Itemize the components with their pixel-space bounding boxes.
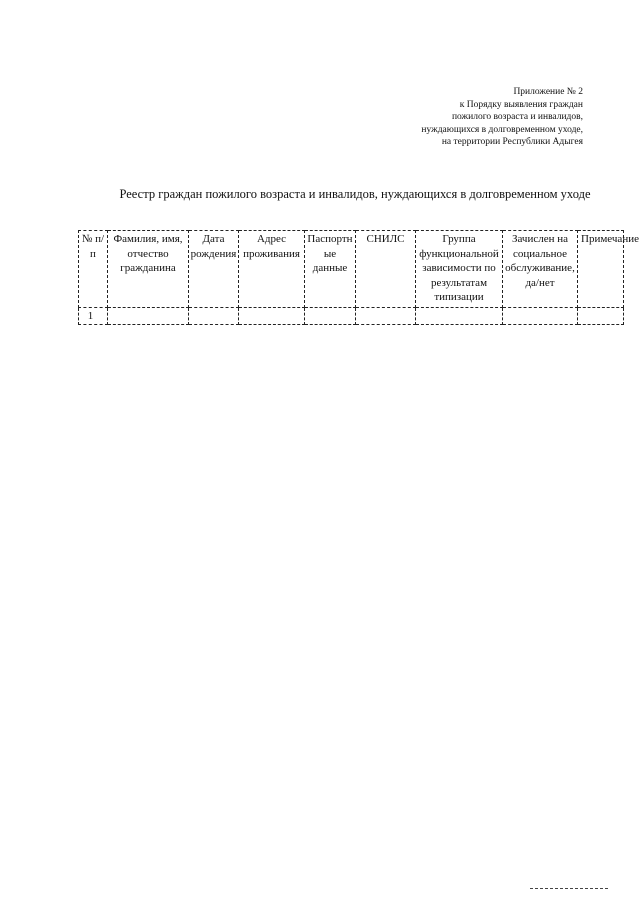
table-cell xyxy=(239,307,305,324)
table-cell xyxy=(189,307,239,324)
header-cell-snils: СНИЛС xyxy=(356,231,416,308)
header-cell-address: Адрес проживания xyxy=(239,231,305,308)
table-cell xyxy=(416,307,503,324)
registry-table xyxy=(78,230,639,325)
appendix-block xyxy=(323,86,583,149)
appendix-line: нуждающихся в долговременном уходе, xyxy=(421,124,583,135)
document-title: Реестр граждан пожилого возраста и инвалидов, нуждающихся в долговременном уходе xyxy=(119,187,591,201)
appendix-line: к Порядку выявления граждан xyxy=(459,99,583,110)
table-cell xyxy=(503,307,578,324)
table-cell xyxy=(356,307,416,324)
table-cell: 1 xyxy=(79,307,108,324)
header-cell-full-name: Фамилия, имя, отчество гражданина xyxy=(108,231,189,308)
footer-divider xyxy=(530,888,608,889)
table-cell xyxy=(578,307,624,324)
table-cell xyxy=(108,307,189,324)
appendix-line: пожилого возраста и инвалидов, xyxy=(451,112,583,123)
table-header-row xyxy=(79,231,624,308)
header-cell-birth-date: Дата рождения xyxy=(189,231,239,308)
header-cell-dependency-group: Группа функциональной зависимости по результатам типизации xyxy=(416,231,503,308)
table-cell xyxy=(305,307,356,324)
header-cell-note: Примечание xyxy=(578,231,624,308)
header-cell-passport: Паспортные данные xyxy=(305,231,356,308)
appendix-line: на территории Республики Адыгея xyxy=(441,137,583,148)
header-cell-enrolled: Зачислен на социальное обслуживание, да/нет xyxy=(503,231,578,308)
table-row xyxy=(79,307,624,324)
appendix-line: Приложение № 2 xyxy=(513,87,583,97)
header-cell-number: № п/п xyxy=(79,231,108,308)
